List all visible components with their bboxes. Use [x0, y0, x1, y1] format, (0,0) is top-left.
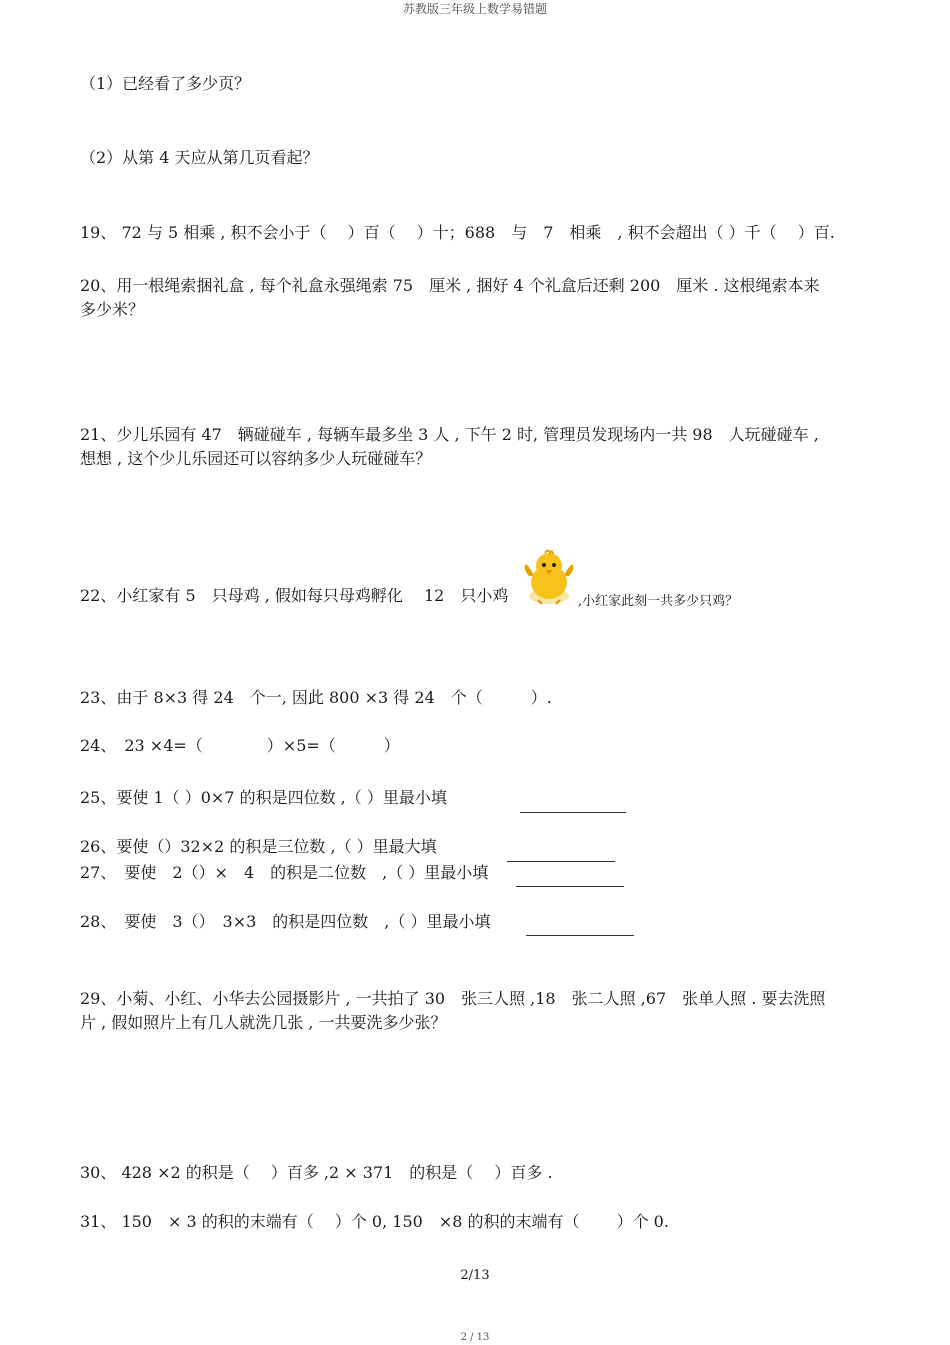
question-18-part-1: （1）已经看了多少页？ [80, 74, 251, 93]
question-21-line-2: 想想 , 这个少儿乐园还可以容纳多少人玩碰碰车？ [80, 449, 432, 468]
question-21-line-1: 21、少儿乐园有 47 辆碰碰车 , 每辆车最多坐 3 人 , 下午 2 时, 管理员发现场内一共 98 人玩碰碰车 , [80, 425, 819, 444]
question-22-text: 22、小红家有 5 只母鸡 , 假如每只母鸡孵化 12 只小鸡 [80, 586, 509, 605]
question-29-line-2: 片 , 假如照片上有几人就洗几张 , 一共要洗多少张？ [80, 1013, 447, 1032]
question-18-part-2: （2）从第 4 天应从第几页看起？ [80, 148, 319, 167]
question-20-line-1: 20、用一根绳索捆礼盒 , 每个礼盒永强绳索 75 厘米 , 捆好 4 个礼盒后还剩 200 厘米 . 这根绳索本来 [80, 276, 820, 295]
question-28: 28、 要使 3（） 3×3 的积是四位数 ,（ ）里最小填 [80, 912, 491, 931]
chick-icon [520, 546, 578, 606]
question-30: 30、 428 ×2 的积是（ ）百多 ,2 × 371 的积是（ ）百多 . [80, 1163, 553, 1182]
question-19: 19、 72 与 5 相乘 , 积不会小于（ ）百（ ）十；688 与 7 相乘 , 积不会超出（ ）千（ ）百. [80, 223, 835, 242]
question-27: 27、 要使 2（）× 4 的积是二位数 ,（ ）里最小填 [80, 863, 489, 882]
answer-blank-25[interactable] [520, 812, 626, 813]
question-26: 26、要使（）32×2 的积是三位数 ,（ ）里最大填 [80, 837, 437, 856]
question-20-line-2: 多少米？ [80, 300, 145, 319]
answer-blank-26[interactable] [507, 861, 615, 862]
question-29-line-1: 29、小菊、小红、小华去公园摄影片 , 一共拍了 30 张三人照 ,18 张二人照 ,67 张单人照 . 要去洗照 [80, 989, 826, 1008]
question-25: 25、要使 1（ ）0×7 的积是四位数 ,（ ）里最小填 [80, 788, 447, 807]
answer-blank-27[interactable] [516, 886, 624, 887]
question-24: 24、 23 ×4=（ ）×5=（ ） [80, 736, 400, 755]
question-31: 31、 150 × 3 的积的末端有（ ）个 0, 150 ×8 的积的末端有（ ）个 0. [80, 1212, 669, 1231]
question-22-tail: ,小红家此刻一共多少只鸡？ [578, 594, 739, 609]
document-header: 苏教版三年级上数学易错题 [402, 2, 547, 16]
page-number: 2/13 [460, 1268, 490, 1283]
footer-page-number: 2 / 13 [460, 1332, 490, 1343]
question-23: 23、由于 8×3 得 24 个一, 因此 800 ×3 得 24 个（ ）. [80, 688, 552, 707]
answer-blank-28[interactable] [526, 935, 634, 936]
